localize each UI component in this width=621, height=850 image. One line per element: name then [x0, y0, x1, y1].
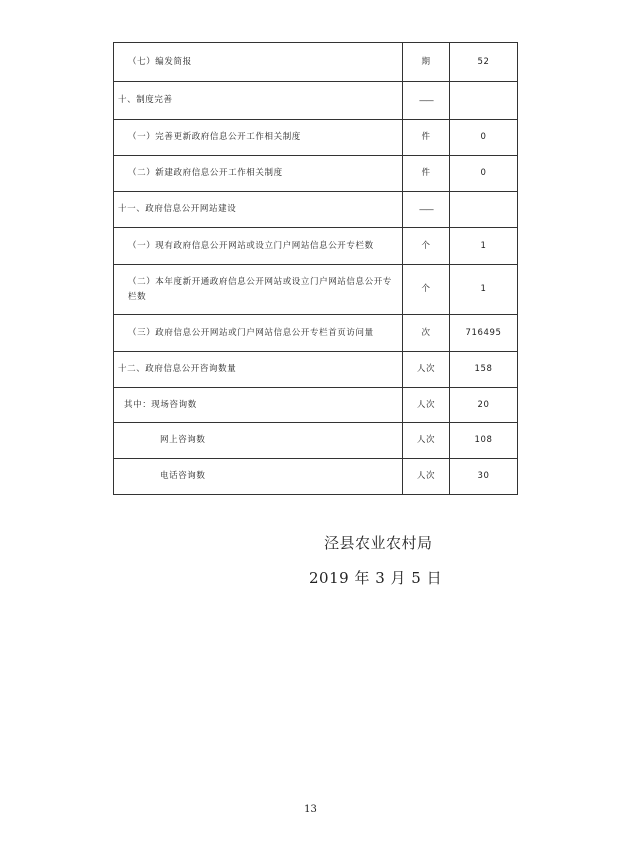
row-value: 52 [450, 43, 518, 82]
row-value: 108 [450, 423, 518, 459]
row-item: 十、制度完善 [114, 82, 403, 120]
row-item: 十二、政府信息公开咨询数量 [114, 352, 403, 388]
table-row [114, 459, 518, 495]
row-value: 1 [450, 265, 518, 315]
row-unit: 次 [403, 315, 450, 352]
row-value: 20 [450, 388, 518, 423]
statistics-table [113, 42, 518, 495]
row-unit: 人次 [403, 352, 450, 388]
table-row [114, 423, 518, 459]
row-value: 30 [450, 459, 518, 495]
row-value: 1 [450, 228, 518, 265]
row-item: （一）现有政府信息公开网站或设立门户网站信息公开专栏数 [114, 228, 403, 265]
row-item: （一）完善更新政府信息公开工作相关制度 [114, 120, 403, 156]
table-row [114, 156, 518, 192]
table-row [114, 192, 518, 228]
row-value [450, 192, 518, 228]
page-number: 13 [304, 804, 317, 815]
signature-organization: 泾县农业农村局 [324, 534, 433, 552]
table-row [114, 43, 518, 82]
row-value: 0 [450, 120, 518, 156]
row-unit: 期 [403, 43, 450, 82]
table-row [114, 315, 518, 352]
signature-date: 2019 年 3 月 5 日 [309, 569, 443, 587]
row-unit: —— [403, 82, 450, 120]
row-unit: 个 [403, 228, 450, 265]
table-row [114, 82, 518, 120]
table-row [114, 388, 518, 423]
table-row [114, 120, 518, 156]
row-unit: 人次 [403, 423, 450, 459]
row-value [450, 82, 518, 120]
row-unit: 人次 [403, 459, 450, 495]
row-item: 电话咨询数 [114, 459, 403, 495]
row-value: 158 [450, 352, 518, 388]
row-unit: 件 [403, 120, 450, 156]
row-item: （三）政府信息公开网站或门户网站信息公开专栏首页访问量 [114, 315, 403, 352]
row-item: （七）编发简报 [114, 43, 403, 82]
row-item: （二）本年度新开通政府信息公开网站或设立门户网站信息公开专栏数 [114, 265, 403, 315]
row-unit: —— [403, 192, 450, 228]
row-value: 716495 [450, 315, 518, 352]
row-item: （二）新建政府信息公开工作相关制度 [114, 156, 403, 192]
row-item: 十一、政府信息公开网站建设 [114, 192, 403, 228]
table-row [114, 228, 518, 265]
row-item: 其中：现场咨询数 [114, 388, 403, 423]
row-unit: 个 [403, 265, 450, 315]
table-row [114, 352, 518, 388]
table-row [114, 265, 518, 315]
row-unit: 人次 [403, 388, 450, 423]
row-item: 网上咨询数 [114, 423, 403, 459]
row-unit: 件 [403, 156, 450, 192]
row-value: 0 [450, 156, 518, 192]
